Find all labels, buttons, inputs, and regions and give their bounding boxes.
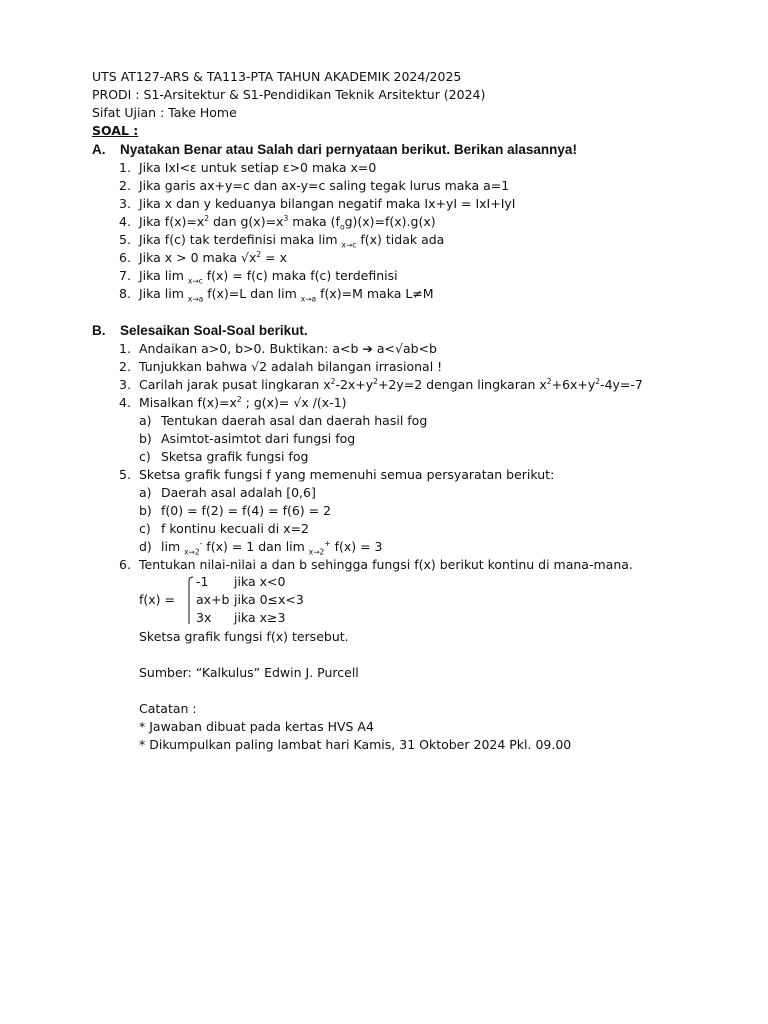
list-item: 8. Jika lim $_{x\to a}$ f(x)=L dan lim $_{x\to a}$ f(x)=M maka L≠M: [119, 286, 434, 304]
list-item: 1. Andaikan a>0, b>0. Buktikan: a<b ➔ a<√ab<b: [119, 341, 437, 356]
sub-item: d) lim $_{x\to 2}$- f(x) = 1 dan lim $_{x\to 2}$+ f(x) = 3: [139, 538, 383, 557]
list-item: 1. Jika IxI<ε untuk setiap ε>0 maka x=0: [119, 160, 377, 175]
sub-item: c) Sketsa grafik fungsi fog: [139, 449, 309, 464]
list-item: 7. Jika lim $_{x\to c}$ f(x) = f(c) maka f(c) terdefinisi: [119, 268, 398, 286]
implies-arrow-icon: ➔: [362, 341, 373, 356]
list-item: 2. Tunjukkan bahwa √2 adalah bilangan irrasional !: [119, 359, 443, 374]
piece-row: 3x jika x≥3: [196, 610, 286, 625]
section-a-letter: A.: [92, 142, 106, 157]
sub-item: a) Daerah asal adalah [0,6]: [139, 485, 316, 500]
piece-row: -1 jika x<0: [196, 574, 286, 589]
spacer: [92, 303, 692, 321]
list-item: 5. Sketsa grafik fungsi f yang memenuhi semua persyaratan berikut:: [119, 467, 555, 482]
list-item: 4. Misalkan $f(x)=x^2$ ; g(x)= √x /(x-1): [119, 394, 347, 410]
list-item: 3. Jika x dan y keduanya bilangan negatif maka Ix+yI = IxI+IyI: [119, 196, 516, 211]
section-a-title: Nyatakan Benar atau Salah dari pernyataan berikut. Berikan alasannya!: [120, 142, 577, 157]
sub-item: a) Tentukan daerah asal dan daerah hasil fog: [139, 413, 428, 428]
sub-item: c) f kontinu kecuali di x=2: [139, 521, 309, 536]
section-b-heading: [92, 321, 692, 340]
note-item: * Jawaban dibuat pada kertas HVS A4: [139, 719, 374, 734]
notes-title: Catatan :: [139, 701, 197, 716]
section-b-letter: B.: [92, 323, 106, 338]
list-item: 5. Jika f(c) tak terdefinisi maka lim $_{x\to c}$ f(x) tidak ada: [119, 232, 445, 250]
program-line: PRODI : S1-Arsitektur & S1-Pendidikan Teknik Arsitektur (2024): [92, 87, 486, 102]
exam-type-line: Sifat Ujian : Take Home: [92, 105, 237, 120]
sub-item: b) Asimtot-asimtot dari fungsi fog: [139, 431, 356, 446]
list-item: 4. Jika $f(x)=x^2$ dan $g(x)=x^3$ maka $(f_og)(x)=f(x).g(x)$: [119, 213, 436, 232]
piece-row: ax+b jika 0≤x<3: [196, 592, 304, 607]
sub-item: b) f(0) = f(2) = f(4) = f(6) = 2: [139, 503, 332, 518]
list-item: 6. Tentukan nilai-nilai a dan b sehingga fungsi f(x) berikut kontinu di mana-mana.: [119, 557, 633, 572]
piecewise-function: [92, 574, 692, 628]
exam-title: UTS AT127-ARS & TA113-PTA TAHUN AKADEMIK 2024/2025: [92, 69, 462, 84]
soal-heading: SOAL :: [92, 123, 139, 138]
section-b-title: Selesaikan Soal-Soal berikut.: [120, 323, 308, 338]
list-item: 6. Jika x > 0 maka $√x^2 = x$: [119, 249, 288, 265]
note-item: * Dikumpulkan paling lambat hari Kamis, 31 Oktober 2024 Pkl. 09.00: [139, 737, 572, 752]
exam-document: [92, 68, 692, 754]
list-item: 2. Jika garis ax+y=c dan ax-y=c saling tegak lurus maka a=1: [119, 178, 510, 193]
spacer: [92, 646, 692, 664]
brace-icon: [186, 574, 194, 628]
function-label: f(x) =: [139, 592, 175, 607]
spacer: [92, 682, 692, 700]
source-line: Sumber: “Kalkulus” Edwin J. Purcell: [139, 665, 359, 680]
sketch-instruction: Sketsa grafik fungsi f(x) tersebut.: [139, 629, 349, 644]
section-a-heading: [92, 140, 692, 159]
list-item: 3. Carilah jarak pusat lingkaran $x^2-2x+y^2+2y=2$ dengan lingkaran $x^2+6x+y^2-4y=-7$: [119, 376, 643, 392]
